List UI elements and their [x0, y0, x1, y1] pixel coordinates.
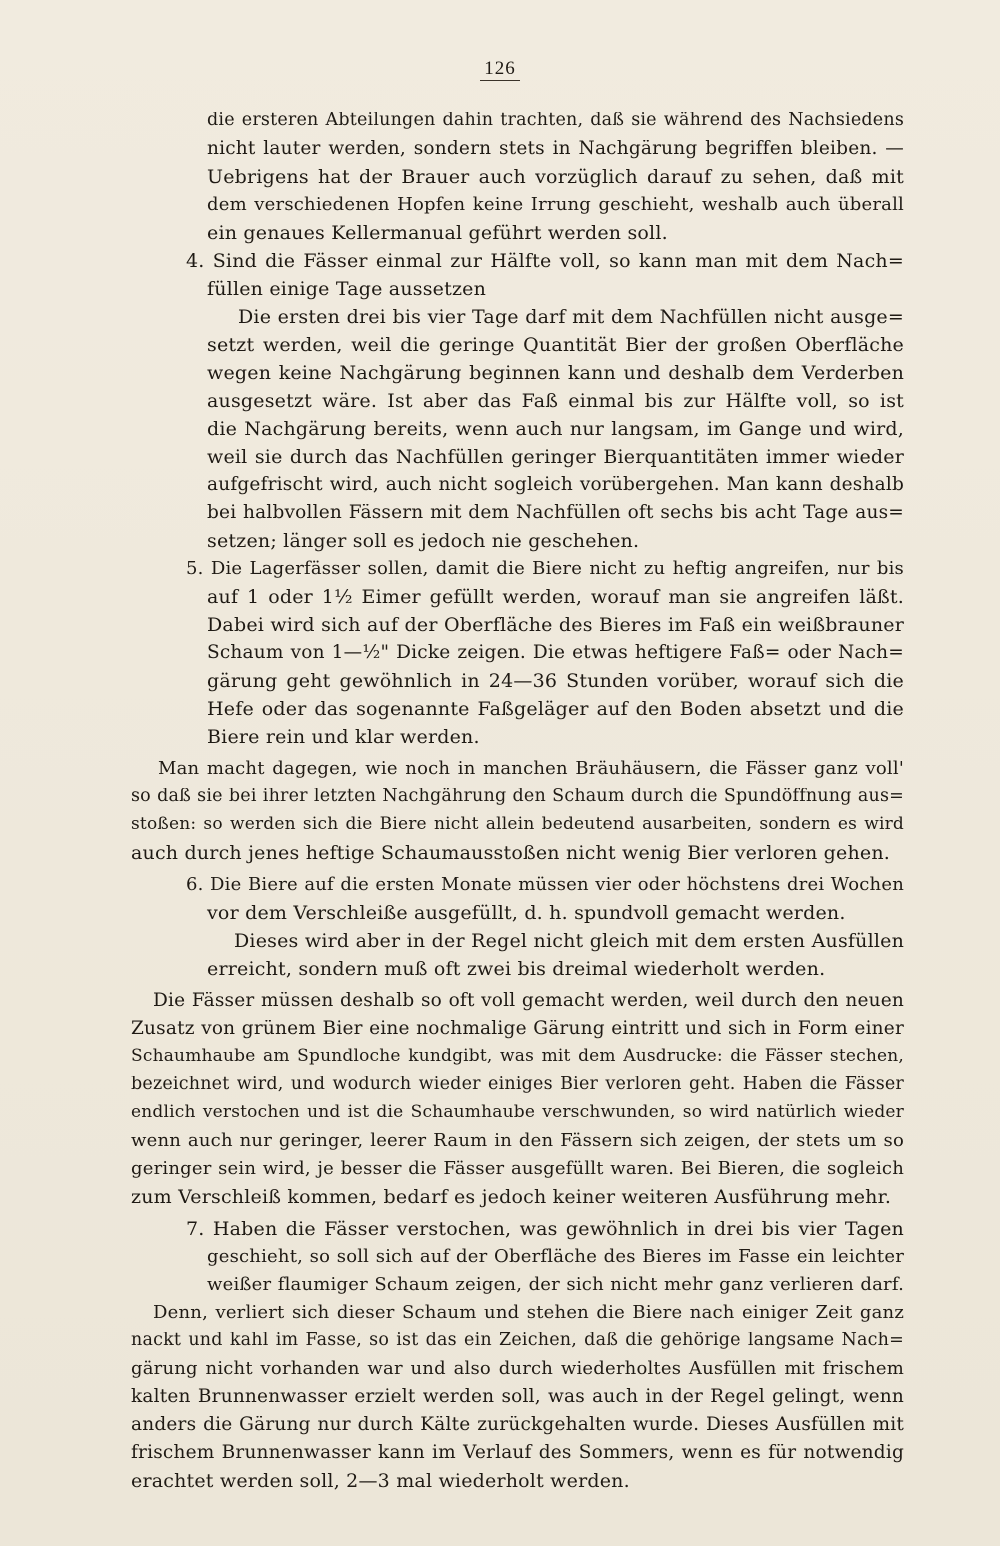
- page-number: [0, 58, 1000, 80]
- text-line: wegen keine Nachgärung beginnen kann und deshalb dem Verderben: [207, 364, 904, 384]
- text-line: 5. Die Lagerfässer sollen, damit die Biere nicht zu heftig angreifen, nur bis: [186, 560, 904, 579]
- text-line: Hefe oder das sogenannte Faßgeläger auf den Boden absetzt und die: [207, 700, 904, 720]
- text-line: setzen; länger soll es jedoch nie geschehen.: [207, 530, 640, 552]
- text-line: gärung nicht vorhanden war und also durch wiederholtes Ausfüllen mit frischem: [131, 1360, 904, 1379]
- text-line: weil sie durch das Nachfüllen geringer Bierquantitäten immer wieder: [207, 448, 904, 468]
- text-line: die Nachgärung bereits, wenn auch nur langsam, im Gange und wird,: [207, 420, 904, 440]
- text-line: ein genaues Kellermanual geführt werden soll.: [207, 222, 668, 244]
- text-line: gärung geht gewöhnlich in 24—36 Stunden vorüber, worauf sich die: [207, 672, 904, 692]
- text-line: Die ersten drei bis vier Tage darf mit dem Nachfüllen nicht ausge=: [238, 308, 904, 328]
- text-line: füllen einige Tage aussetzen: [207, 278, 487, 300]
- page-number-text: 126: [480, 58, 520, 81]
- text-line: Zusatz von grünem Bier eine nochmalige Gärung eintritt und sich in Form einer: [131, 1020, 904, 1039]
- text-line: endlich verstochen und ist die Schaumhaube verschwunden, so wird natürlich wieder: [131, 1104, 904, 1122]
- text-line: Denn, verliert sich dieser Schaum und stehen die Biere nach einiger Zeit ganz: [153, 1304, 904, 1323]
- text-line: setzt werden, weil die geringe Quantität Bier der großen Oberfläche: [207, 336, 904, 356]
- text-line: nackt und kahl im Fasse, so ist das ein Zeichen, daß die gehörige langsame Nach=: [131, 1332, 904, 1350]
- text-line: auch durch jenes heftige Schaumausstoßen nicht wenig Bier verloren gehen.: [131, 842, 891, 864]
- text-line: vor dem Verschleiße ausgefüllt, d. h. spundvoll gemacht werden.: [207, 902, 846, 924]
- text-line: bei halbvollen Fässern mit dem Nachfüllen oft sechs bis acht Tage aus=: [207, 504, 904, 523]
- text-line: ausgesetzt wäre. Ist aber das Faß einmal bis zur Hälfte voll, so ist: [207, 392, 904, 412]
- text-line: zum Verschleiß kommen, bedarf es jedoch keiner weiteren Ausführung mehr.: [131, 1186, 892, 1208]
- text-line: 4. Sind die Fässer einmal zur Hälfte voll, so kann man mit dem Nach=: [186, 252, 904, 272]
- text-line: Die Fässer müssen deshalb so oft voll gemacht werden, weil durch den neuen: [153, 992, 904, 1011]
- text-line: weißer flaumiger Schaum zeigen, der sich nicht mehr ganz verlieren darf.: [207, 1276, 904, 1295]
- text-line: auf 1 oder 1½ Eimer gefüllt werden, worauf man sie angreifen läßt.: [207, 588, 904, 608]
- text-line: Dabei wird sich auf der Oberfläche des Bieres im Faß ein weißbrauner: [207, 616, 904, 636]
- text-line: Biere rein und klar werden.: [207, 726, 480, 748]
- text-line: die ersteren Abteilungen dahin trachten, daß sie während des Nachsiedens: [207, 112, 904, 130]
- text-line: Dieses wird aber in der Regel nicht gleich mit dem ersten Ausfüllen: [234, 932, 904, 952]
- text-line: bezeichnet wird, und wodurch wieder einiges Bier verloren geht. Haben die Fässer: [131, 1076, 904, 1094]
- text-line: erreicht, sondern muß oft zwei bis dreimal wiederholt werden.: [207, 958, 826, 980]
- text-line: nicht lauter werden, sondern stets in Nachgärung begriffen bleiben. —: [207, 140, 904, 159]
- text-line: kalten Brunnenwasser erzielt werden soll, was auch in der Regel gelingt, wenn: [131, 1388, 904, 1407]
- text-line: geringer sein wird, je besser die Fässer ausgefüllt waren. Bei Bieren, die sogleich: [131, 1160, 904, 1179]
- text-line: Man macht dagegen, wie noch in manchen Bräuhäusern, die Fässer ganz voll': [158, 760, 904, 779]
- text-line: dem verschiedenen Hopfen keine Irrung geschieht, weshalb auch überall: [207, 196, 904, 215]
- text-line: Schaumhaube am Spundloche kundgibt, was mit dem Ausdrucke: die Fässer stechen,: [131, 1048, 904, 1066]
- text-line: Uebrigens hat der Brauer auch vorzüglich darauf zu sehen, daß mit: [207, 168, 904, 188]
- text-line: frischem Brunnenwasser kann im Verlauf des Sommers, wenn es für notwendig: [131, 1444, 904, 1463]
- text-line: aufgefrischt wird, auch nicht sogleich vorübergehen. Man kann deshalb: [207, 476, 904, 495]
- text-line: stoßen: so werden sich die Biere nicht allein bedeutend ausarbeiten, sondern es wird: [131, 816, 904, 834]
- text-line: 7. Haben die Fässer verstochen, was gewöhnlich in drei bis vier Tagen: [186, 1220, 904, 1240]
- text-line: geschieht, so soll sich auf der Oberfläche des Bieres im Fasse ein leichter: [207, 1248, 904, 1267]
- text-line: 6. Die Biere auf die ersten Monate müssen vier oder höchstens drei Wochen: [186, 876, 904, 895]
- text-line: anders die Gärung nur durch Kälte zurückgehalten wurde. Dieses Ausfüllen mit: [131, 1416, 904, 1435]
- text-line: erachtet werden soll, 2—3 mal wiederholt werden.: [131, 1470, 630, 1492]
- text-line: wenn auch nur geringer, leerer Raum in den Fässern sich zeigen, der stets um so: [131, 1132, 904, 1151]
- text-line: so daß sie bei ihrer letzten Nachgährung den Schaum durch die Spundöffnung aus=: [131, 788, 904, 806]
- text-line: Schaum von 1—½" Dicke zeigen. Die etwas heftigere Faß= oder Nach=: [207, 644, 904, 663]
